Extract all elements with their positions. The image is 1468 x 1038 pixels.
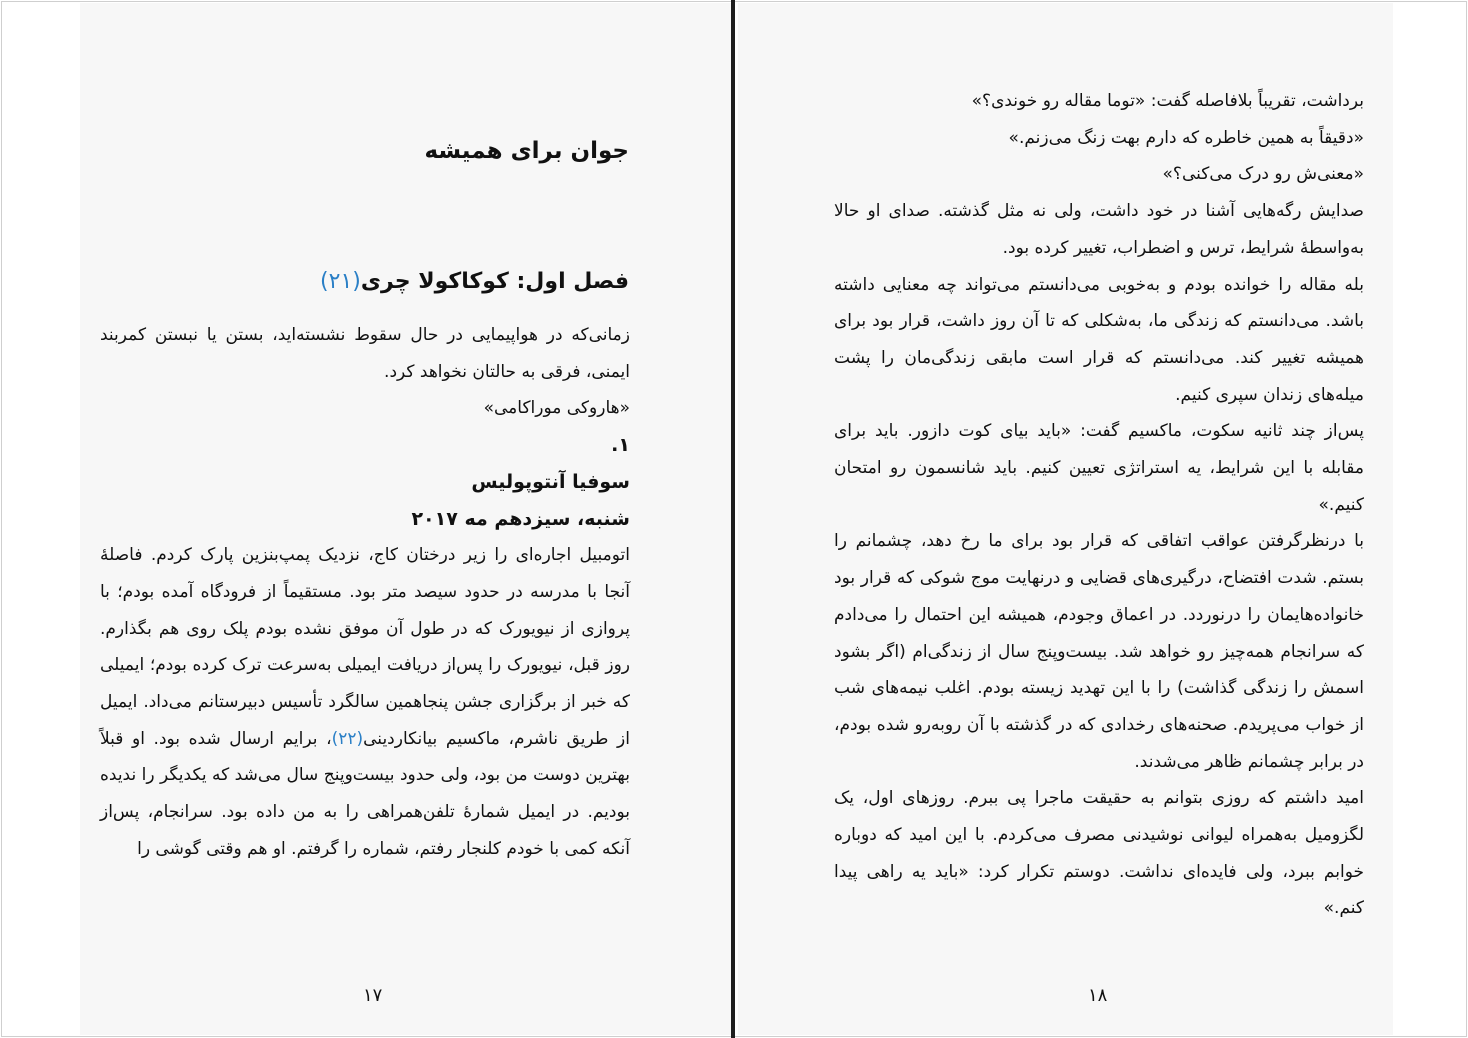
page-number-left: ۱۷ — [363, 985, 383, 1006]
body-text-part-1: اتومبیل اجاره‌ای را زیر درختان کاج، نزدیک پمپ‌بنزین پارک کردم. فاصلهٔ آنجا با مدرسه در حدود سیصد متر بود. مستقیماً از فرودگاه آمده بودم؛ با پروازی از نیویورک که در طول آن موفق نشده بودم پلک روی هم بگذارم. روز قبل، نیویورک را پس‌از دریافت ایمیلی به‌سرعت ترک کرده بودم؛ ایمیلی که خبر از برگزاری جشن پنجاهمین سالگرد تأسیس دبیرستانم می‌داد. ایمیل از طریق ناشرم، ماکسیم بیانکاردینی — [100, 545, 630, 749]
chapter-title: جوان برای همیشه — [424, 138, 629, 164]
left-page — [80, 3, 732, 1035]
date-heading: شنبه، سیزدهم مه ۲۰۱۷ — [411, 507, 630, 530]
right-paragraph: پس‌از چند ثانیه سکوت، ماکسیم گفت: «باید بیای کوت دازور. باید برای مقابله با این شرایط، یه استراتژی تعیین کنیم. باید شانسمون رو امتحان کنیم.» — [834, 421, 1364, 515]
right-paragraph: «معنی‌ش رو درک می‌کنی؟» — [1162, 164, 1364, 185]
section-title-text: فصل اول: کوکاکولا چری — [360, 269, 629, 294]
epigraph: زمانی‌که در هواپیمایی در حال سقوط نشسته‌اید، بستن یا نبستن کمربند ایمنی، فرقی به حالتان نخواهد کرد. — [100, 325, 630, 382]
part-number: ۱. — [611, 434, 630, 457]
footnote-link-21[interactable]: (۲۱) — [320, 269, 361, 294]
narrator-heading: سوفیا آنتوپولیس — [471, 470, 630, 493]
section-title — [320, 269, 629, 294]
right-paragraph: امید داشتم که روزی بتوانم به حقیقت ماجرا پی ببرم. روزهای اول، یک لگزومیل به‌همراه لیوانی نوشیدنی مصرف می‌کردم. با این امید که دوباره خوابم ببرد، ولی فایده‌ای نداشت. دوستم تکرار کرد: «باید یه راهی پیدا کنم.» — [834, 788, 1364, 919]
body-text-part-2: ، برایم ارسال شده بود. او قبلاً بهترین دوست من بود، ولی حدود بیست‌وپنج سال می‌شد که یکدیگر را ندیده بودیم. در ایمیل شمارهٔ تلفن‌همراهی را به من داده بود. سرانجام، پس‌از آنکه کمی با خودم کلنجار رفتم، شماره را گرفتم. او هم وقتی گوشی را — [100, 728, 630, 859]
footnote-link-22[interactable]: (۲۲) — [331, 728, 364, 749]
right-page-body — [834, 83, 1364, 927]
right-paragraph: برداشت، تقریباً بلافاصله گفت: «توما مقاله رو خوندی؟» — [971, 91, 1364, 111]
right-paragraph: صدایش رگه‌هایی آشنا در خود داشت، ولی نه مثل گذشته. صدای او حالا به‌واسطهٔ شرایط، ترس و اضطراب، تغییر کرده بود. — [834, 201, 1364, 258]
right-page — [738, 3, 1393, 1035]
right-paragraph: بله مقاله را خوانده بودم و به‌خوبی می‌دانستم می‌تواند چه معنایی داشته باشد. می‌دانستم که زندگی ما، به‌شکلی که تا آن روز داشت، قرار بود برای همیشه تغییر کند. می‌دانستم که قرار است مابقی زندگی‌مان را پشت میله‌های زندان سپری کنیم. — [834, 274, 1364, 405]
right-paragraph: با درنظرگرفتن عواقب اتفاقی که قرار بود برای ما رخ دهد، چشمانم را بستم. شدت افتضاح، درگیری‌های قضایی و درنهایت موج شوکی که قرار بود خانواده‌هایمان را درنوردد. در اعماق وجودم، همیشه این احتمال را می‌دادم که سرانجام همه‌چیز رو خواهد شد. بیست‌وپنج سال از زندگی‌ام (اگر بشود اسمش را زندگی گذاشت) را با این تهدید زیسته بودم. اغلب نیمه‌های شب از خواب می‌پریدم. صحنه‌های رخدادی که در گذشته با آن روبه‌رو شده بودم، در برابر چشمانم ظاهر می‌شدند. — [834, 531, 1364, 772]
left-page-body — [100, 317, 630, 868]
epigraph-author: «هاروکی موراکامی» — [483, 398, 630, 419]
page-gutter-divider — [731, 0, 735, 1038]
left-body-paragraph — [100, 537, 630, 867]
page-number-right: ۱۸ — [1088, 985, 1108, 1006]
right-paragraph: «دقیقاً به همین خاطره که دارم بهت زنگ می‌زنم.» — [1008, 127, 1364, 148]
